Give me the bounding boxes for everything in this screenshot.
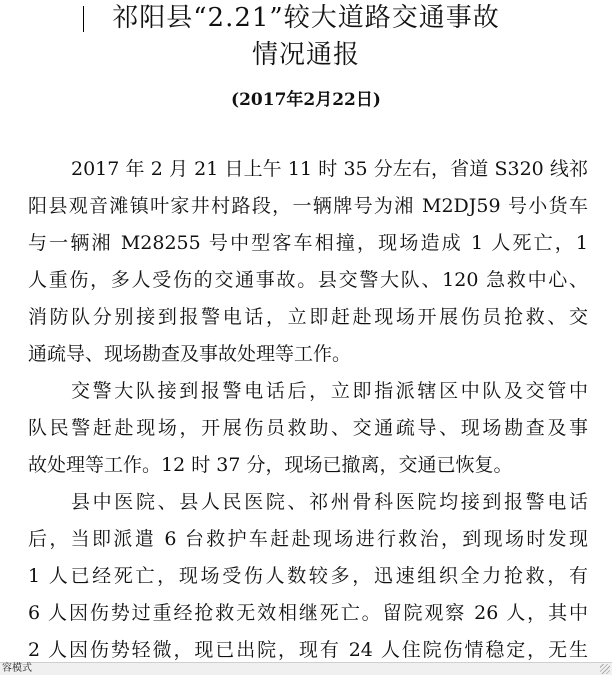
- resize-grip-icon[interactable]: [600, 664, 610, 674]
- paragraph-line: 交警大队接到报警电话后，立即指派辖区中队及交管中: [71, 380, 588, 402]
- paragraph-line: 阳县观音滩镇叶家井村路段，一辆牌号为湘 M2DJ59 号小货车: [28, 195, 588, 217]
- document-title-line-2: 情况通报: [251, 40, 360, 70]
- paragraph-line: 消防队分别接到报警电话，立即赶赴现场开展伤员抢救、交: [28, 306, 588, 328]
- paragraph-line: 后，当即派遣 6 台救护车赶赴现场进行救治，到现场时发现: [28, 528, 588, 550]
- document-title-line-1: 祁阳县“2.21”较大道路交通事故: [112, 3, 500, 33]
- paragraph-line: 1 人已经死亡，现场受伤人数较多，迅速组织全力抢救，有: [28, 565, 588, 587]
- document-date: (2017年2月22日): [231, 90, 381, 110]
- status-bar: [0, 662, 612, 675]
- paragraph-line: 2017 年 2 月 21 日上午 11 时 35 分左右，省道 S320 线祁: [71, 158, 588, 180]
- paragraph-line: 队民警赶赴现场，开展伤员救助、交通疏导、现场勘查及事: [28, 417, 588, 439]
- paragraph-line: 人重伤，多人受伤的交通事故。县交警大队、120 急救中心、: [28, 269, 588, 291]
- paragraph-line: 6 人因伤势过重经抢救无效相继死亡。留院观察 26 人，其中: [28, 602, 588, 624]
- paragraph-line: 与一辆湘 M28255 号中型客车相撞，现场造成 1 人死亡，1: [28, 232, 588, 254]
- paragraph-line: 2 人因伤势轻微，现已出院，现有 24 人住院伤情稳定，无生: [28, 639, 588, 661]
- paragraph-line: 县中医院、县人民医院、祁州骨科医院均接到报警电话: [71, 491, 588, 513]
- paragraph-line: 故处理等工作。12 时 37 分，现场已撤离，交通已恢复。: [28, 454, 513, 476]
- paragraph-line: 通疏导、现场勘查及事故处理等工作。: [28, 343, 352, 365]
- compatibility-mode-label[interactable]: 容模式: [2, 663, 32, 674]
